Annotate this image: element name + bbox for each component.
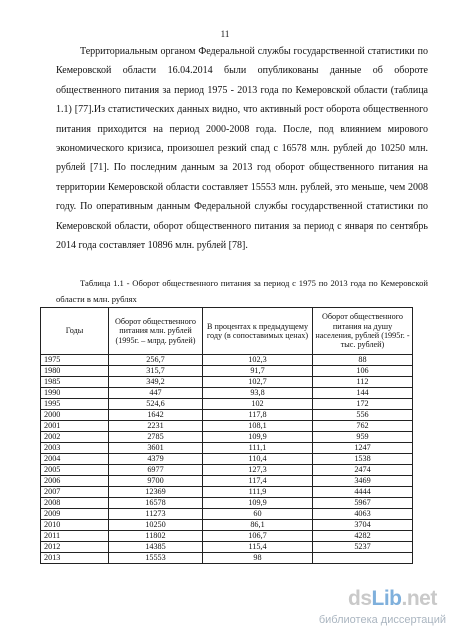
cell-turnover: 11273 — [109, 509, 203, 520]
cell-percent: 102,7 — [203, 377, 313, 388]
cell-per-capita: 3704 — [313, 520, 413, 531]
watermark-subtitle: библиотека диссертаций — [318, 614, 446, 626]
cell-percent: 106,7 — [203, 531, 313, 542]
cell-percent: 109,9 — [203, 432, 313, 443]
table-row — [41, 399, 413, 410]
cell-percent: 111,1 — [203, 443, 313, 454]
table-row — [41, 465, 413, 476]
cell-year: 2009 — [41, 509, 109, 520]
cell-turnover: 349,2 — [109, 377, 203, 388]
cell-turnover: 4379 — [109, 454, 203, 465]
table-row — [41, 487, 413, 498]
cell-per-capita: 4063 — [313, 509, 413, 520]
table-header — [41, 308, 413, 355]
logo-net: .net — [401, 587, 437, 610]
cell-year: 2003 — [41, 443, 109, 454]
cell-year: 2001 — [41, 421, 109, 432]
cell-per-capita: 106 — [313, 366, 413, 377]
table-row — [41, 421, 413, 432]
table-row — [41, 410, 413, 421]
cell-turnover: 12369 — [109, 487, 203, 498]
cell-percent: 86,1 — [203, 520, 313, 531]
cell-percent: 115,4 — [203, 542, 313, 553]
cell-turnover: 3601 — [109, 443, 203, 454]
cell-year: 1985 — [41, 377, 109, 388]
cell-percent: 117,8 — [203, 410, 313, 421]
table-row — [41, 542, 413, 553]
cell-per-capita — [313, 553, 413, 564]
table-row — [41, 509, 413, 520]
cell-percent: 111,9 — [203, 487, 313, 498]
cell-percent: 91,7 — [203, 366, 313, 377]
cell-turnover: 2231 — [109, 421, 203, 432]
cell-percent: 60 — [203, 509, 313, 520]
cell-year: 2006 — [41, 476, 109, 487]
table-row — [41, 454, 413, 465]
table-header-row — [41, 308, 413, 355]
table-row — [41, 443, 413, 454]
cell-turnover: 16578 — [109, 498, 203, 509]
cell-percent: 109,9 — [203, 498, 313, 509]
header-turnover: Оборот общественного питания млн. рублей (1995г. – млрд. рублей) — [109, 308, 203, 355]
table-row — [41, 531, 413, 542]
cell-per-capita: 2474 — [313, 465, 413, 476]
cell-per-capita: 112 — [313, 377, 413, 388]
cell-per-capita: 959 — [313, 432, 413, 443]
dslib-watermark — [318, 587, 446, 629]
cell-turnover: 447 — [109, 388, 203, 399]
cell-year: 1990 — [41, 388, 109, 399]
cell-year: 2012 — [41, 542, 109, 553]
cell-per-capita: 172 — [313, 399, 413, 410]
cell-percent: 98 — [203, 553, 313, 564]
table-row — [41, 432, 413, 443]
table-row — [41, 520, 413, 531]
table-row — [41, 476, 413, 487]
cell-percent: 117,4 — [203, 476, 313, 487]
cell-year: 1995 — [41, 399, 109, 410]
dslib-logo — [348, 587, 437, 611]
cell-per-capita: 1247 — [313, 443, 413, 454]
cell-percent: 102,3 — [203, 355, 313, 366]
cell-per-capita: 556 — [313, 410, 413, 421]
cell-year: 2000 — [41, 410, 109, 421]
cell-per-capita: 4444 — [313, 487, 413, 498]
cell-turnover: 524,6 — [109, 399, 203, 410]
table-row — [41, 498, 413, 509]
cell-turnover: 15553 — [109, 553, 203, 564]
cell-percent: 110,4 — [203, 454, 313, 465]
cell-year: 2007 — [41, 487, 109, 498]
cell-year: 2011 — [41, 531, 109, 542]
cell-turnover: 14385 — [109, 542, 203, 553]
logo-ds: ds — [348, 587, 372, 610]
cell-percent: 93,8 — [203, 388, 313, 399]
cell-turnover: 2785 — [109, 432, 203, 443]
cell-year: 1980 — [41, 366, 109, 377]
cell-turnover: 315,7 — [109, 366, 203, 377]
body-paragraph — [56, 42, 428, 255]
cell-turnover: 11802 — [109, 531, 203, 542]
header-percent: В процентах к предыдущему году (в сопоставимых ценах) — [203, 308, 313, 355]
cell-year: 2010 — [41, 520, 109, 531]
cell-percent: 108,1 — [203, 421, 313, 432]
cell-year: 2008 — [41, 498, 109, 509]
table-row — [41, 366, 413, 377]
cell-per-capita: 144 — [313, 388, 413, 399]
cell-per-capita: 762 — [313, 421, 413, 432]
cell-turnover: 6977 — [109, 465, 203, 476]
table-row — [41, 553, 413, 564]
cell-percent: 127,3 — [203, 465, 313, 476]
cell-per-capita: 3469 — [313, 476, 413, 487]
page-number: 11 — [220, 29, 230, 39]
cell-per-capita: 5967 — [313, 498, 413, 509]
cell-turnover: 10250 — [109, 520, 203, 531]
table-row — [41, 377, 413, 388]
cell-year: 1975 — [41, 355, 109, 366]
cell-year: 2013 — [41, 553, 109, 564]
cell-per-capita: 4282 — [313, 531, 413, 542]
cell-per-capita: 5237 — [313, 542, 413, 553]
table-caption: Таблица 1.1 - Оборот общественного питания за период с 1975 по 2013 года по Кемеровской области в млн. рублях — [56, 278, 428, 304]
cell-per-capita: 1538 — [313, 454, 413, 465]
table-row — [41, 355, 413, 366]
cell-year: 2005 — [41, 465, 109, 476]
cell-year: 2002 — [41, 432, 109, 443]
cell-turnover: 9700 — [109, 476, 203, 487]
table-row — [41, 388, 413, 399]
cell-per-capita: 88 — [313, 355, 413, 366]
cell-percent: 102 — [203, 399, 313, 410]
cell-year: 2004 — [41, 454, 109, 465]
header-per-capita: Оборот общественного питания на душу населения, рублей (1995г. - тыс. рублей) — [313, 308, 413, 355]
body-paragraph-text: Территориальным органом Федеральной службы государственной статистики по Кемеровской области 16.04.2014 были опубликованы данные об обороте общественного питания за период 1975 - 2013 года по Кемеровской области (таблица 1.1) [77].Из статистических данных видно, что активный рост оборота общественного питания приходится на период 2000-2008 года. После, под влиянием мирового экономического кризиса, произошел резкий спад с 16578 млн. рублей до 10250 млн. рублей [71]. По последним данным за 2013 год оборот общественного питания на территории Кемеровской области составляет 15553 млн. рублей, это меньше, чем 2008 году. По оперативным данным Федеральной службы государственной статистики по Кемеровской области, оборот общественного питания за период с января по сентябрь 2014 года составляет 10896 млн. рублей [78]. — [56, 46, 428, 252]
cell-turnover: 1642 — [109, 410, 203, 421]
table-body — [41, 355, 413, 564]
cell-turnover: 256,7 — [109, 355, 203, 366]
turnover-table — [40, 307, 413, 564]
header-years: Годы — [41, 308, 109, 355]
logo-lib: Lib — [371, 587, 402, 610]
